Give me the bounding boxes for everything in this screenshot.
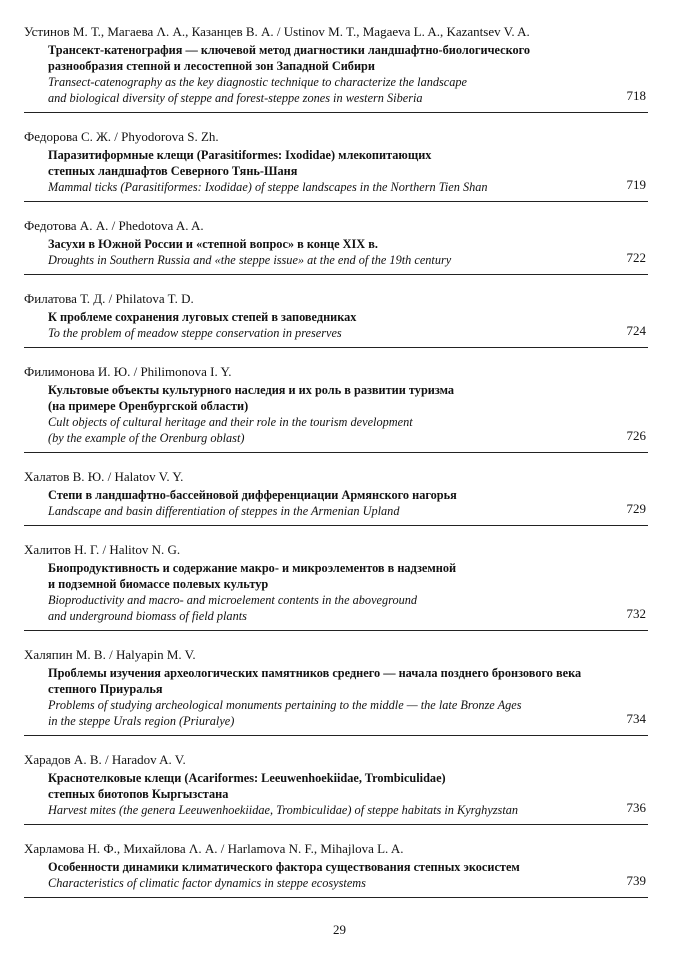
entry-authors: Халатов В. Ю. / Halatov V. Y. xyxy=(24,469,184,484)
toc-entry xyxy=(24,291,648,348)
title-english-line: Harvest mites (the genera Leeuwenhoekiidae, Trombiculidae) of steppe habitats in Kyrghyzstan xyxy=(48,803,519,817)
entry-authors: Харламова Н. Ф., Михайлова Λ. А. / Harlamova N. F., Mihajlova L. A. xyxy=(24,841,404,856)
entry-authors: Филимонова И. Ю. / Philimonova I. Y. xyxy=(24,364,232,379)
title-russian-line: Культовые объекты культурного наследия и их роль в развитии туризма xyxy=(48,383,455,397)
toc-entry xyxy=(24,752,648,825)
table-of-contents xyxy=(24,24,648,914)
title-russian-line: Степи в ландшафтно-бассейновой дифференциации Армянского нагорья xyxy=(48,488,457,502)
title-english-line: Droughts in Southern Russia and «the steppe issue» at the end of the 19th century xyxy=(48,253,452,267)
title-english-line: Bioproductivity and macro- and microelement contents in the aboveground xyxy=(48,593,418,607)
entry-page-number: 724 xyxy=(626,323,646,338)
title-english-line: Transect-catenography as the key diagnostic technique to characterize the landscape xyxy=(48,75,468,89)
title-russian-line: Краснотелковые клещи (Acariformes: Leeuwenhoekiidae, Trombiculidae) xyxy=(48,771,446,785)
title-english-line: Landscape and basin differentiation of steppes in the Armenian Upland xyxy=(48,504,400,518)
toc-entry xyxy=(24,542,648,631)
entry-title-english xyxy=(24,592,648,624)
entry-page-number: 729 xyxy=(626,501,646,516)
entry-title-english xyxy=(24,503,648,519)
entry-authors: Халитов Н. Г. / Halitov N. G. xyxy=(24,542,181,557)
page-number: 29 xyxy=(333,922,346,937)
title-russian-line: и подземной биомассе полевых культур xyxy=(48,577,269,591)
toc-entry xyxy=(24,364,648,453)
entry-authors: Халяпин М. В. / Halyapin M. V. xyxy=(24,647,196,662)
title-english-line: To the problem of meadow steppe conservation in preserves xyxy=(48,326,342,340)
entry-title-english xyxy=(24,179,648,195)
title-english-line: and biological diversity of steppe and forest-steppe zones in western Siberia xyxy=(48,91,423,105)
toc-entry xyxy=(24,24,648,113)
entry-page-number: 718 xyxy=(626,88,646,103)
toc-entry xyxy=(24,218,648,275)
title-russian-line: степных биотопов Кыргызстана xyxy=(48,787,229,801)
toc-entry xyxy=(24,841,648,898)
title-russian-line: Биопродуктивность и содержание макро- и микроэлементов в надземной xyxy=(48,561,457,575)
title-english-line: (by the example of the Orenburg oblast) xyxy=(48,431,245,445)
entry-title-english xyxy=(24,875,648,891)
entry-title-english xyxy=(24,802,648,818)
toc-entry xyxy=(24,129,648,202)
entry-page-number: 719 xyxy=(626,177,646,192)
entry-title-russian xyxy=(24,859,648,875)
entry-title-russian xyxy=(24,42,648,74)
title-english-line: Cult objects of cultural heritage and their role in the tourism development xyxy=(48,415,413,429)
entry-page-number: 734 xyxy=(626,711,646,726)
entry-authors: Харадов А. В. / Haradov A. V. xyxy=(24,752,186,767)
entry-page-number: 736 xyxy=(626,800,646,815)
entry-title-russian xyxy=(24,560,648,592)
entry-authors: Федорова С. Ж. / Phyodorova S. Zh. xyxy=(24,129,219,144)
title-russian-line: К проблеме сохранения луговых степей в заповедниках xyxy=(48,310,357,324)
entry-title-russian xyxy=(24,770,648,802)
title-english-line: Problems of studying archeological monuments pertaining to the middle — the late Bronze Ages xyxy=(48,698,522,712)
entry-title-english xyxy=(24,414,648,446)
title-english-line: and underground biomass of field plants xyxy=(48,609,247,623)
title-russian-line: Засухи в Южной России и «степной вопрос» в конце XIX в. xyxy=(48,237,378,251)
toc-entry xyxy=(24,647,648,736)
title-russian-line: Паразитиформные клещи (Parasitiformes: Ixodidae) млекопитающих xyxy=(48,148,432,162)
title-english-line: Mammal ticks (Parasitiformes: Ixodidae) of steppe landscapes in the Northern Tien Shan xyxy=(48,180,488,194)
entry-title-russian xyxy=(24,309,648,325)
title-russian-line: разнообразия степной и лесостепной зон Западной Сибири xyxy=(48,59,375,73)
title-russian-line: Особенности динамики климатического фактора существования степных экосистем xyxy=(48,860,520,874)
entry-title-english xyxy=(24,325,648,341)
title-english-line: in the steppe Urals region (Priuralye) xyxy=(48,714,235,728)
entry-page-number: 722 xyxy=(626,250,646,265)
entry-authors: Филатова Т. Д. / Philatova T. D. xyxy=(24,291,194,306)
entry-title-russian xyxy=(24,236,648,252)
title-russian-line: (на примере Оренбургской области) xyxy=(48,399,249,413)
title-russian-line: Проблемы изучения археологических памятников среднего — начала позднего бронзового века xyxy=(48,666,582,680)
entry-authors: Устинов М. Т., Магаева Λ. А., Казанцев В. А. / Ustinov M. T., Magaeva L. A., Kazantsev V. A. xyxy=(24,24,530,39)
title-russian-line: Трансект-катенография — ключевой метод диагностики ландшафтно-биологического xyxy=(48,43,531,57)
entry-title-english xyxy=(24,252,648,268)
entry-title-russian xyxy=(24,487,648,503)
entry-page-number: 726 xyxy=(626,428,646,443)
title-english-line: Characteristics of climatic factor dynamics in steppe ecosystems xyxy=(48,876,366,890)
entry-title-russian xyxy=(24,665,648,697)
entry-title-russian xyxy=(24,147,648,179)
entry-authors: Федотова А. А. / Phedotova A. A. xyxy=(24,218,204,233)
toc-entry xyxy=(24,469,648,526)
entry-page-number: 732 xyxy=(626,606,646,621)
entry-title-russian xyxy=(24,382,648,414)
title-russian-line: степного Приуралья xyxy=(48,682,163,696)
title-russian-line: степных ландшафтов Северного Тянь-Шаня xyxy=(48,164,298,178)
entry-title-english xyxy=(24,74,648,106)
entry-title-english xyxy=(24,697,648,729)
entry-page-number: 739 xyxy=(626,873,646,888)
